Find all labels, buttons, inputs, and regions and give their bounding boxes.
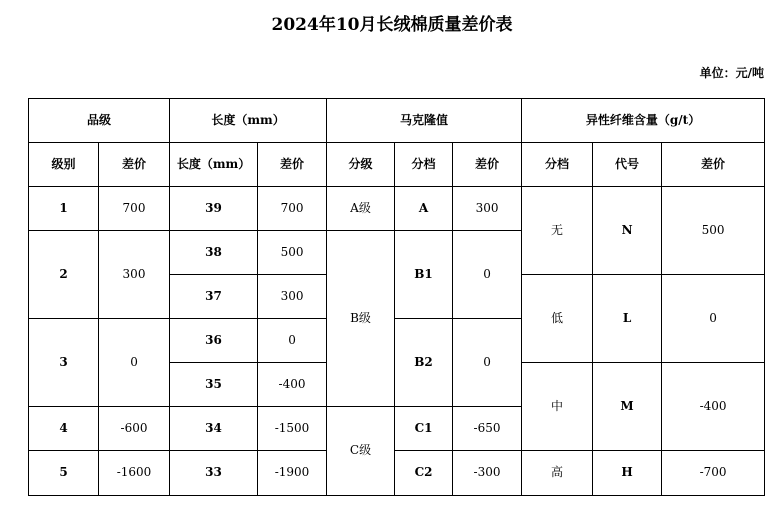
foreign-code-cell: L	[593, 275, 662, 363]
length-cell: 34	[170, 407, 258, 451]
col-header-grade-level: 级别	[29, 143, 99, 187]
foreign-diff-cell: 500	[662, 187, 765, 275]
length-diff-cell: 700	[258, 187, 327, 231]
group-header-mic: 马克隆值	[327, 99, 522, 143]
mic-tier-cell: A	[395, 187, 453, 231]
group-header-grade: 品级	[29, 99, 170, 143]
foreign-code-cell: H	[593, 451, 662, 496]
foreign-tier-cell: 低	[522, 275, 593, 363]
col-header-mic-diff: 差价	[453, 143, 522, 187]
col-header-length-diff: 差价	[258, 143, 327, 187]
foreign-tier-cell: 无	[522, 187, 593, 275]
length-diff-cell: -1900	[258, 451, 327, 496]
length-cell: 33	[170, 451, 258, 496]
group-header-row	[29, 99, 765, 143]
mic-diff-cell: 0	[453, 231, 522, 319]
mic-class-cell: C级	[327, 407, 395, 496]
col-header-grade-diff: 差价	[99, 143, 170, 187]
col-header-foreign-tier: 分档	[522, 143, 593, 187]
length-diff-cell: 300	[258, 275, 327, 319]
mic-class-cell: B级	[327, 231, 395, 407]
length-cell: 38	[170, 231, 258, 275]
foreign-diff-cell: -400	[662, 363, 765, 451]
length-cell: 37	[170, 275, 258, 319]
mic-diff-cell: 300	[453, 187, 522, 231]
table-row	[29, 451, 765, 496]
length-diff-cell: 500	[258, 231, 327, 275]
sub-header-row	[29, 143, 765, 187]
col-header-foreign-code: 代号	[593, 143, 662, 187]
col-header-foreign-diff: 差价	[662, 143, 765, 187]
mic-tier-cell: B2	[395, 319, 453, 407]
length-cell: 35	[170, 363, 258, 407]
group-header-foreign: 异性纤维含量（g/t）	[522, 99, 765, 143]
length-cell: 36	[170, 319, 258, 363]
mic-diff-cell: 0	[453, 319, 522, 407]
length-diff-cell: -1500	[258, 407, 327, 451]
length-cell: 39	[170, 187, 258, 231]
mic-tier-cell: C2	[395, 451, 453, 496]
mic-class-cell: A级	[327, 187, 395, 231]
grade-level-cell: 2	[29, 231, 99, 319]
mic-diff-cell: -650	[453, 407, 522, 451]
grade-diff-cell: -1600	[99, 451, 170, 496]
grade-diff-cell: -600	[99, 407, 170, 451]
col-header-mic-class: 分级	[327, 143, 395, 187]
page-title: 2024年10月长绒棉质量差价表	[271, 15, 513, 35]
grade-level-cell: 5	[29, 451, 99, 496]
foreign-tier-cell: 高	[522, 451, 593, 496]
grade-level-cell: 1	[29, 187, 99, 231]
grade-diff-cell: 700	[99, 187, 170, 231]
length-diff-cell: -400	[258, 363, 327, 407]
price-difference-table	[28, 98, 765, 496]
col-header-mic-tier: 分档	[395, 143, 453, 187]
foreign-tier-cell: 中	[522, 363, 593, 451]
col-header-length: 长度（mm）	[170, 143, 258, 187]
unit-label: 单位：元/吨	[699, 66, 764, 80]
group-header-length: 长度（mm）	[170, 99, 327, 143]
foreign-code-cell: M	[593, 363, 662, 451]
mic-tier-cell: C1	[395, 407, 453, 451]
mic-diff-cell: -300	[453, 451, 522, 496]
foreign-diff-cell: -700	[662, 451, 765, 496]
foreign-code-cell: N	[593, 187, 662, 275]
mic-tier-cell: B1	[395, 231, 453, 319]
length-diff-cell: 0	[258, 319, 327, 363]
grade-diff-cell: 0	[99, 319, 170, 407]
grade-level-cell: 4	[29, 407, 99, 451]
grade-diff-cell: 300	[99, 231, 170, 319]
grade-level-cell: 3	[29, 319, 99, 407]
foreign-diff-cell: 0	[662, 275, 765, 363]
table-row	[29, 187, 765, 231]
